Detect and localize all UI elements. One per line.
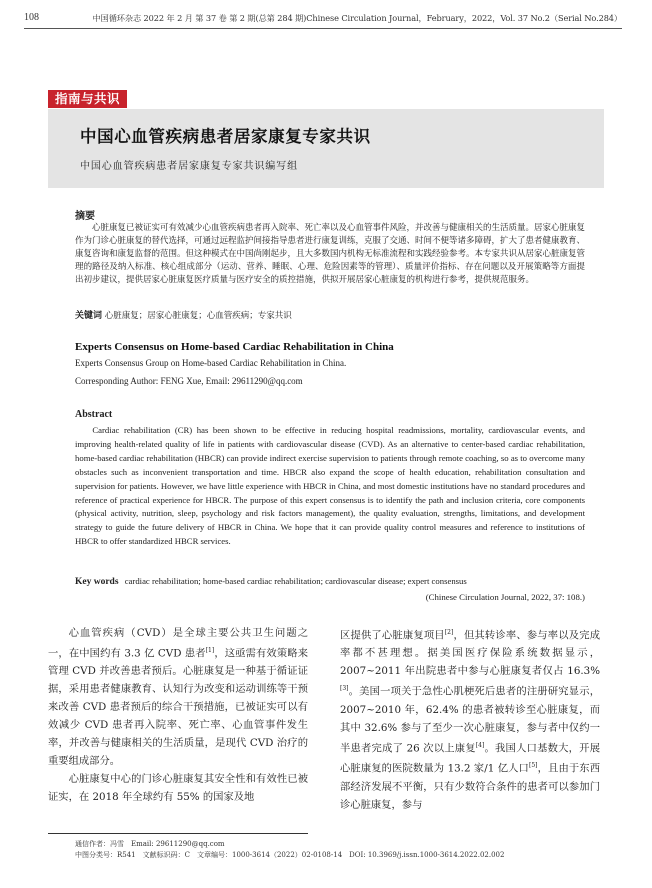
citation: (Chinese Circulation Journal, 2022, 37: 108.) xyxy=(425,592,585,602)
corresponding-author: Corresponding Author: FENG Xue, Email: 29611290@qq.com xyxy=(75,376,303,386)
abstract-en-text: Cardiac rehabilitation (CR) has been shown to be effective in reducing hospital readmissions, mortality, cardiovascular events, and improving health-related quality of life in patients with cardiovascular disease (CVD). As an alternative to center-based cardiac rehabilitation, home-based cardiac rehabilitation (HBCR) can provide indirect exercise supervision to patients through remote coaching, so as to overcome many obstacles such as inconvenient transportation and time. HBCR also expand the scope of health education, rehabilitation consultation and supervision for patients. However, we have little experience with HBCR in China, and most domestic institutions have no standard procedures and reference of practical experience for HBCR. The purpose of this expert consensus is to identify the path and inclusion criteria, core components (physical activity, nutrition, sleep, psychology and risk factors management), the quality evaluation, strengths, limitations, and development strategy to guide the future delivery of HBCR in China. We hope that it can provide quality control measures and reference to institutions of HBCR to offer standardized HBCR services. xyxy=(75,425,585,547)
reference-marker[interactable]: [2] xyxy=(444,629,454,636)
body-paragraph: 区提供了心脏康复项目[2]，但其转诊率、参与率以及完成率都不甚理想。据美国医疗保险系统数据显示，2007~2011 年出院患者中参与心脏康复者仅占 16.3%[3]。美国一项关于急性心肌梗死后患者的注册研究显示，2007~2010 年，62.4% 的患者被转诊至心脏康复，而其中 32.6% 参与了至少一次心脏康复，参与者中仅约一半患者完成了 26 次以上康复[4]。我国人口基数大，开展心脏康复的医院数量为 13.2 家/1 亿人口[5]，且由于东西部经济发展不平衡，只有少数符合条件的患者可以参加门诊心脏康复，参与 xyxy=(340,629,601,811)
english-group: Experts Consensus Group on Home-based Cardiac Rehabilitation in China. xyxy=(75,358,347,368)
keywords-en-value: cardiac rehabilitation; home-based cardiac rehabilitation; cardiovascular disease; expert consensus xyxy=(124,576,467,586)
footnote-classification: 中图分类号：R541 文献标识码：C 文章编号：1000-3614（2022）02-0108-14 DOI: 10.3969/j.issn.1000-3614.2022.02.002 xyxy=(75,851,505,859)
section-tag: 指南与共识 xyxy=(48,90,127,108)
footnote-divider xyxy=(48,833,308,834)
abstract-cn-heading: 摘要 xyxy=(75,211,95,222)
article-authors: 中国心血管疾病患者居家康复专家共识编写组 xyxy=(80,161,298,172)
reference-marker[interactable]: [4] xyxy=(475,741,485,749)
abstract-en-heading: Abstract xyxy=(75,409,113,420)
abstract-cn-text: 心脏康复已被证实可有效减少心血管疾病患者再入院率、死亡率以及心血管事件风险，并改善与健康相关的生活质量。居家心脏康复作为门诊心脏康复的替代选择，可通过远程监护间接指导患者进行康复训练，克服了交通、时间不便等诸多障碍，扩大了患者健康教育、康复咨询和康复监督的范围。但这种模式在中国尚刚起步，且大多数国内机构无标准流程和实践经验参考。本专家共识从居家心脏康复管理的路径及纳入标准、核心组成部分（运动、营养、睡眠、心理、危险因素等的管理）、质量评价指标、存在问题以及开展策略等方面提出初步建议，提供居家心脏康复医疗质量与医疗安全的质控措施，供拟开展居家心脏康复的机构进行参考，提供规范服务。 xyxy=(75,223,586,286)
reference-marker[interactable]: [3] xyxy=(340,685,349,693)
running-header xyxy=(24,12,622,26)
keywords-cn xyxy=(75,308,585,321)
body-paragraph: 心血管疾病（CVD）是全球主要公共卫生问题之一，在中国约有 3.3 亿 CVD 患者[1]，这亟需有效策略来管理 CVD 并改善患者预后。心脏康复是一种基于循证证据，采用患者健康教育、认知行为改变和运动训练等干预来改善 CVD 患者预后的综合干预措施，已被证实可以有效减少 CVD 患者再入院率、死亡率、心血管事件发生率，并改善与健康相关的生活质量，是现代 CVD 治疗的重要组成部分。 xyxy=(48,627,308,768)
reference-marker[interactable]: [5] xyxy=(528,762,538,770)
header-divider xyxy=(24,28,622,29)
reference-marker[interactable]: [1] xyxy=(205,647,215,654)
keywords-cn-label: 关键词 xyxy=(75,311,103,321)
footnote xyxy=(75,839,595,861)
journal-info: 中国循环杂志 2022 年 2 月 第 37 卷 第 2 期(总第 284 期)Chinese Circulation Journal，February，2022，Vol. 37 No.2（Serial No.284） xyxy=(92,13,622,23)
english-title: Experts Consensus on Home-based Cardiac Rehabilitation in China xyxy=(75,341,394,353)
article-title: 中国心血管疾病患者居家康复专家共识 xyxy=(80,127,371,146)
keywords-en-label: Key words xyxy=(75,577,119,587)
body-paragraph: 心脏康复中心的门诊心脏康复其安全性和有效性已被证实，在 2018 年全球约有 55% 的国家及地 xyxy=(48,773,308,804)
body-column-left xyxy=(48,624,308,806)
footnote-correspondence: 通信作者：冯雪 Email: 29611290@qq.com xyxy=(75,840,225,848)
page-number: 108 xyxy=(24,12,39,23)
keywords-cn-value: 心脏康复；居家心脏康复；心血管疾病；专家共识 xyxy=(104,311,292,321)
body-column-right xyxy=(340,624,600,814)
keywords-en xyxy=(75,576,585,587)
title-block xyxy=(48,109,604,188)
